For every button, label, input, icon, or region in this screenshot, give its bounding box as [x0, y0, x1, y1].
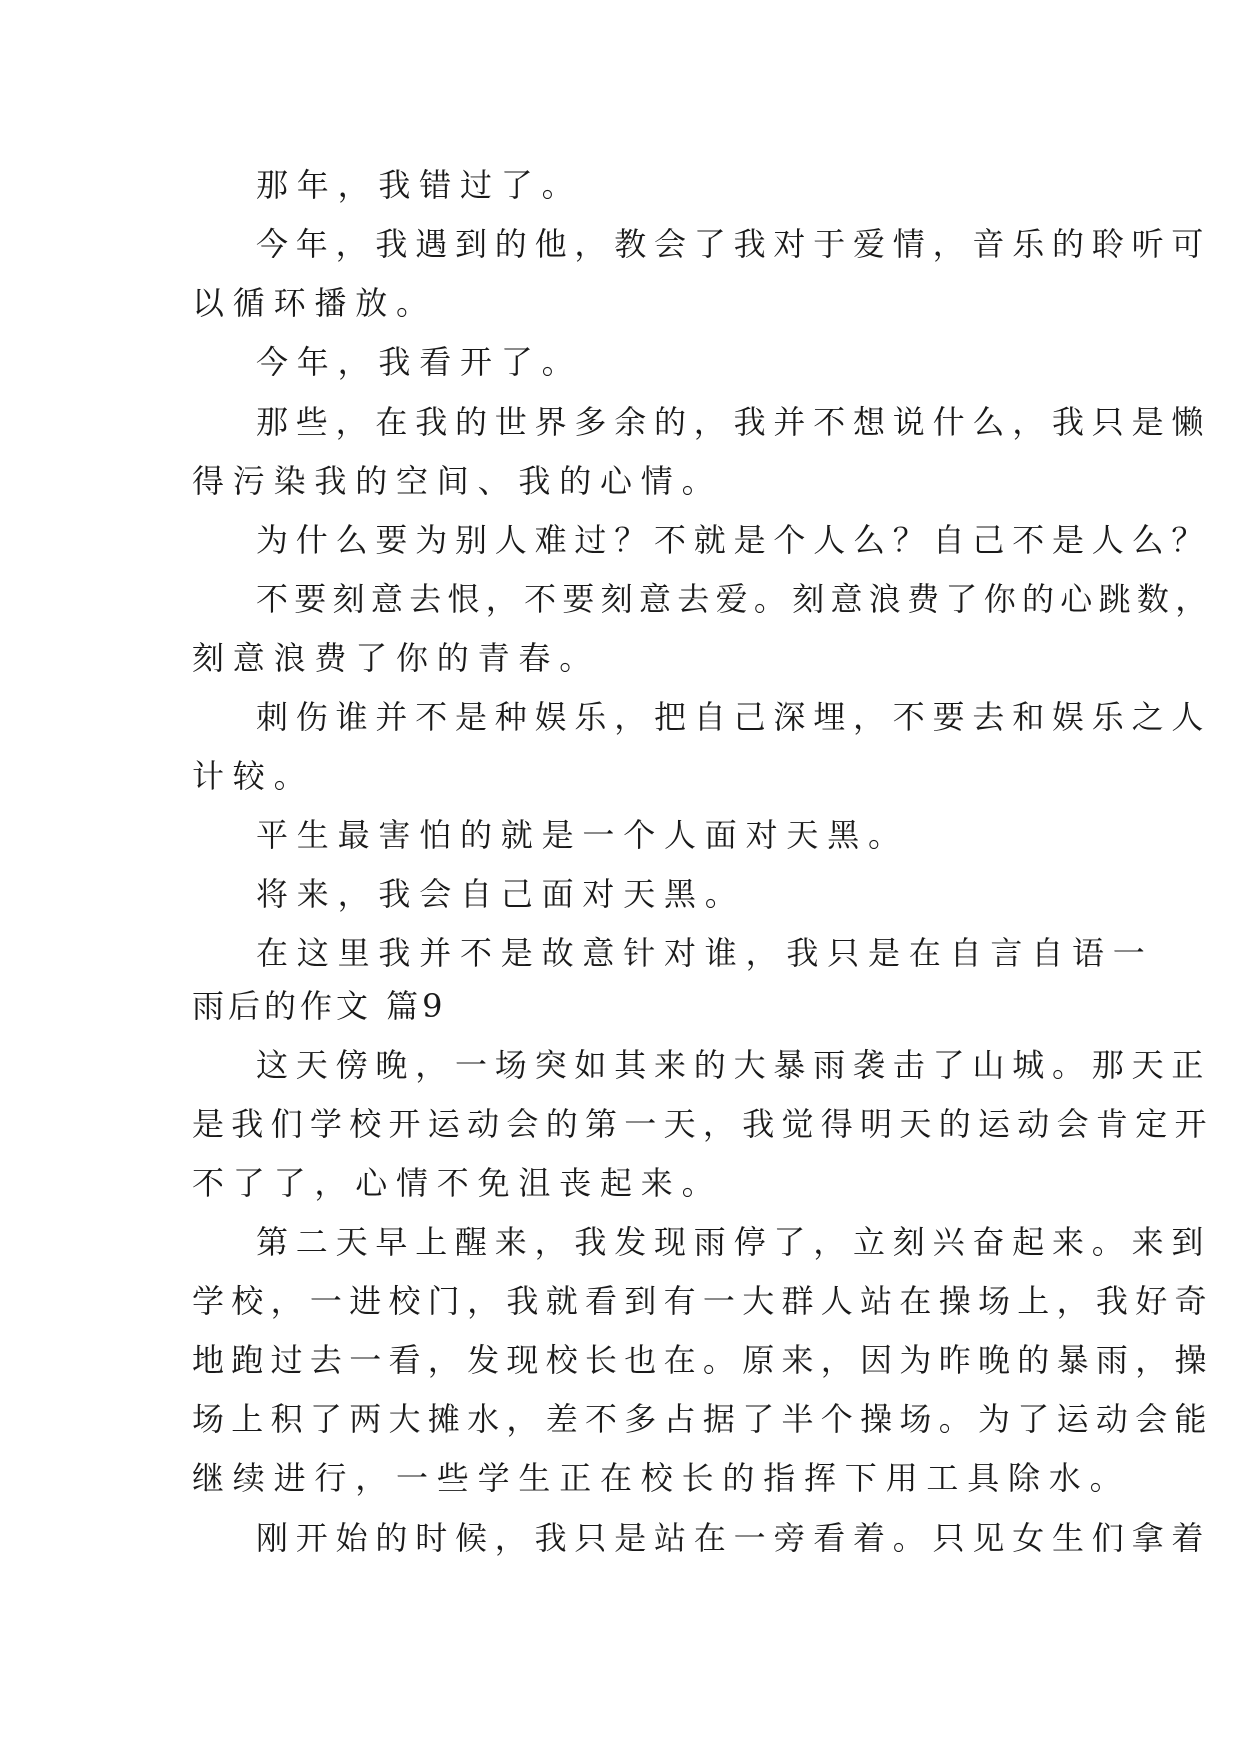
- text-line: 得污染我的空间、我的心情。: [192, 462, 723, 500]
- text-line: 今年，我看开了。: [256, 343, 583, 381]
- text-line: 继续进行，一些学生正在校长的指挥下用工具除水。: [192, 1459, 1131, 1497]
- text-line: 在这里我并不是故意针对谁，我只是在自言自语一: [256, 934, 1154, 972]
- text-line: 平生最害怕的就是一个人面对天黑。: [256, 816, 909, 854]
- text-line: 将来，我会自己面对天黑。: [256, 875, 746, 913]
- text-line: 以循环播放。: [192, 284, 437, 322]
- text-line: 今年，我遇到的他，教会了我对于爱情，音乐的聆听可: [256, 225, 1212, 263]
- text-line: 这天傍晚，一场突如其来的大暴雨袭击了山城。那天正: [256, 1046, 1212, 1084]
- text-line: 不了了，心情不免沮丧起来。: [192, 1164, 723, 1202]
- text-line: 场上积了两大摊水，差不多占据了半个操场。为了运动会能: [192, 1400, 1214, 1438]
- text-line: 刚开始的时候，我只是站在一旁看着。只见女生们拿着: [256, 1519, 1212, 1557]
- text-line: 刻意浪费了你的青春。: [192, 639, 601, 677]
- text-line: 计较。: [192, 757, 315, 795]
- text-line: 第二天早上醒来，我发现雨停了，立刻兴奋起来。来到: [256, 1223, 1212, 1261]
- text-line: 为什么要为别人难过？不就是个人么？自己不是人么？: [256, 521, 1212, 559]
- text-line: 学校，一进校门，我就看到有一大群人站在操场上，我好奇: [192, 1282, 1214, 1320]
- text-line: 刺伤谁并不是种娱乐，把自己深埋，不要去和娱乐之人: [256, 698, 1212, 736]
- text-line: 那些，在我的世界多余的，我并不想说什么，我只是懒: [256, 403, 1212, 441]
- text-line: 地跑过去一看，发现校长也在。原来，因为昨晚的暴雨，操: [192, 1341, 1214, 1379]
- section-heading: 雨后的作文 篇9: [192, 987, 447, 1025]
- text-line: 那年，我错过了。: [256, 166, 583, 204]
- text-line: 不要刻意去恨，不要刻意去爱。刻意浪费了你的心跳数，: [256, 580, 1214, 618]
- text-line: 是我们学校开运动会的第一天，我觉得明天的运动会肯定开: [192, 1105, 1214, 1143]
